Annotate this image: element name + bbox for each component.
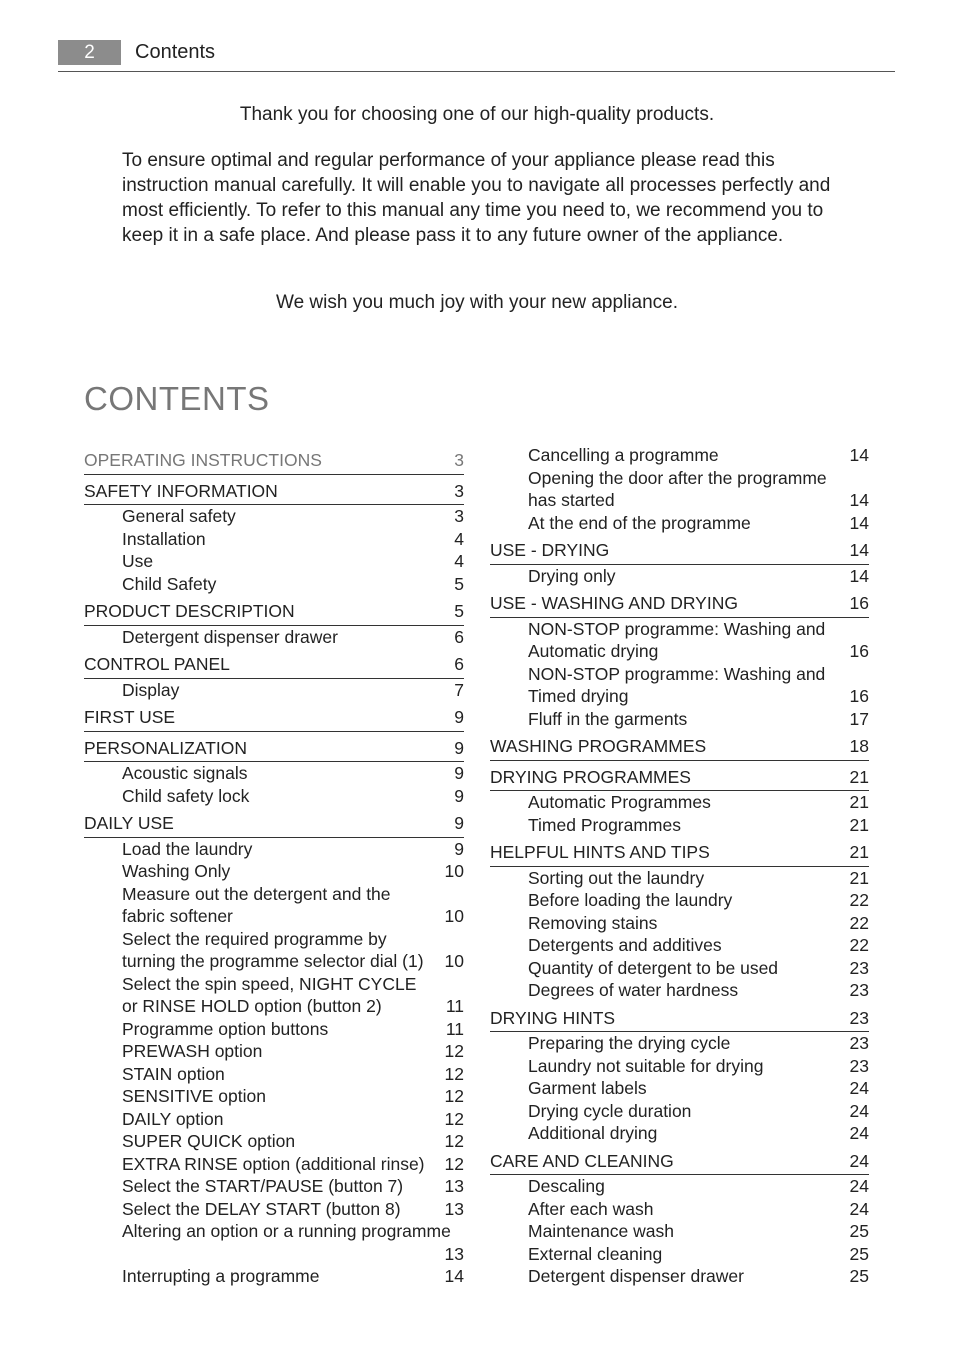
- toc-entry: [490, 618, 869, 663]
- toc-entry-page: 14: [849, 565, 869, 586]
- toc-section-heading: [84, 732, 464, 763]
- toc-entry: [84, 505, 464, 528]
- toc-entry-page: 16: [849, 686, 869, 706]
- toc-entry: [84, 928, 464, 973]
- toc-entry-page: 4: [454, 528, 464, 549]
- toc-entry-title: HELPFUL HINTS AND TIPS: [490, 842, 710, 862]
- toc-entry-title: Select the DELAY START (button 8): [122, 1198, 401, 1219]
- intro-paragraph: To ensure optimal and regular performance of your appliance please read this instruction manual carefully. It will enable you to navigate all processes perfectly and most efficiently. To refer to this manual any time you need to, we recommend you to keep it in a safe place. And please pass it to any future owner of the appliance.: [122, 150, 831, 246]
- toc-entry: [84, 1040, 464, 1063]
- toc-entry-title: PREWASH option: [122, 1041, 263, 1061]
- toc-section-heading: [490, 1002, 869, 1033]
- toc-entry-title: Select the required programme by turning the programme selector dial (1): [122, 928, 424, 971]
- toc-entry-title: CONTROL PANEL: [84, 654, 230, 674]
- toc-entry: [84, 573, 464, 596]
- toc-entry-page: 3: [454, 450, 464, 470]
- toc-entry: [84, 860, 464, 883]
- toc-entry-title: CARE AND CLEANING: [490, 1150, 674, 1171]
- toc-entry-title: SAFETY INFORMATION: [84, 480, 278, 501]
- toc-entry: [84, 1265, 464, 1288]
- toc-entry-title: DAILY option: [122, 1108, 224, 1129]
- toc-section-heading: [490, 534, 869, 565]
- toc-entry: [490, 444, 869, 467]
- toc-section-heading: [84, 475, 464, 506]
- toc-entry-title: Additional drying: [528, 1123, 658, 1143]
- toc-entry-page: 12: [444, 1108, 464, 1129]
- toc-entry-page: 14: [849, 512, 869, 533]
- toc-entry-title: Descaling: [528, 1176, 605, 1196]
- toc-entry-title: General safety: [122, 506, 236, 526]
- toc-entry-page: 22: [849, 935, 869, 955]
- toc-entry: [84, 883, 464, 928]
- toc-entry: [490, 867, 869, 890]
- toc-entry: [84, 1130, 464, 1153]
- toc-entry-title: DRYING PROGRAMMES: [490, 766, 691, 787]
- toc-entry: [490, 1198, 869, 1221]
- toc-entry-page: 18: [849, 736, 869, 756]
- toc-entry-title: Detergent dispenser drawer: [528, 1266, 744, 1286]
- toc-entry-page: 10: [444, 906, 464, 926]
- toc-section-heading: [84, 444, 464, 475]
- toc-entry-title: Child safety lock: [122, 785, 250, 806]
- toc-entry-title: Preparing the drying cycle: [528, 1033, 731, 1053]
- toc-entry-title: DAILY USE: [84, 813, 174, 833]
- toc-entry-title: STAIN option: [122, 1063, 225, 1084]
- toc-entry-title: Opening the door after the programme has started: [528, 467, 827, 510]
- toc-entry-title: Detergent dispenser drawer: [122, 626, 338, 647]
- toc-entry: [84, 1085, 464, 1108]
- toc-entry-title: Drying only: [528, 565, 616, 586]
- toc-entry-page: 25: [849, 1221, 869, 1241]
- toc-entry-title: Drying cycle duration: [528, 1100, 692, 1121]
- toc-section-heading: [84, 595, 464, 626]
- toc-entry-page: 9: [454, 737, 464, 758]
- toc-entry-title: Measure out the detergent and the fabric softener: [122, 883, 391, 926]
- toc-entry-title: Degrees of water hardness: [528, 980, 739, 1000]
- toc-entry: [490, 1220, 869, 1243]
- toc-entry-page: 5: [454, 601, 464, 621]
- toc-entry: [490, 889, 869, 912]
- toc-entry: [490, 1265, 869, 1288]
- toc-entry: [84, 785, 464, 808]
- toc-entry-title: OPERATING INSTRUCTIONS: [84, 450, 322, 470]
- toc-entry-page: 21: [849, 766, 869, 787]
- toc-entry-title: At the end of the programme: [528, 512, 751, 533]
- toc-entry-page: 10: [444, 951, 464, 971]
- toc-entry-page: 25: [849, 1243, 869, 1264]
- toc-entry-title: NON-STOP programme: Washing and Timed drying: [528, 663, 826, 706]
- toc-entry-title: Timed Programmes: [528, 814, 681, 835]
- toc-entry-page: 24: [849, 1078, 869, 1098]
- toc-entry-page: 3: [454, 506, 464, 526]
- toc-entry: [490, 1100, 869, 1123]
- toc-entry-title: Installation: [122, 528, 206, 549]
- toc-left-column: [84, 444, 464, 1288]
- toc-entry-page: 11: [445, 996, 464, 1016]
- toc-entry-page: 22: [849, 890, 869, 910]
- toc-entry-page: 24: [849, 1123, 869, 1143]
- toc-entry-page: 4: [454, 551, 464, 571]
- toc-section-heading: [490, 730, 869, 761]
- toc-entry: [84, 838, 464, 861]
- toc-section-heading: [84, 807, 464, 838]
- toc-entry-page: 21: [849, 867, 869, 888]
- toc-entry: [490, 1243, 869, 1266]
- toc-entry-title: Fluff in the garments: [528, 708, 688, 729]
- toc-entry-title: Cancelling a programme: [528, 445, 719, 465]
- toc-entry: [490, 912, 869, 935]
- toc-entry: [490, 791, 869, 814]
- toc-entry-page: 9: [454, 838, 464, 859]
- toc-entry-title: USE - WASHING AND DRYING: [490, 593, 738, 613]
- toc-entry-page: 22: [849, 912, 869, 933]
- toc-entry-page: 14: [849, 490, 869, 510]
- toc-entry: [84, 550, 464, 573]
- wish-text: We wish you much joy with your new appliance.: [275, 292, 678, 313]
- toc-entry-title: Detergents and additives: [528, 935, 722, 955]
- toc-entry: [84, 973, 464, 1018]
- toc-entry-page: 14: [849, 445, 869, 465]
- toc-entry-page: 12: [444, 1131, 464, 1151]
- toc-section-heading: [490, 761, 869, 792]
- toc-entry-page: 23: [849, 1033, 869, 1053]
- toc-entry: [490, 957, 869, 980]
- toc-entry-title: Laundry not suitable for drying: [528, 1055, 764, 1076]
- toc-entry-page: 9: [454, 763, 464, 783]
- toc-entry: [84, 626, 464, 649]
- toc-entry: [490, 1122, 869, 1145]
- toc-entry: [490, 934, 869, 957]
- toc-entry: [490, 1077, 869, 1100]
- toc-entry: [84, 1018, 464, 1041]
- toc-entry-page: 16: [849, 593, 869, 613]
- toc-entry-title: After each wash: [528, 1198, 654, 1219]
- toc-entry-page: 9: [454, 813, 464, 833]
- toc-entry: [84, 1198, 464, 1221]
- toc-entry-title: Quantity of detergent to be used: [528, 957, 779, 978]
- toc-section-heading: [490, 587, 869, 618]
- toc-entry-title: NON-STOP programme: Washing and Automatic drying: [528, 618, 826, 661]
- toc-entry-title: PRODUCT DESCRIPTION: [84, 601, 295, 621]
- header-title: Contents: [135, 41, 216, 63]
- toc-entry-page: 12: [444, 1063, 464, 1084]
- toc-section-heading: [84, 648, 464, 679]
- toc-entry-title: USE - DRYING: [490, 540, 610, 560]
- toc-section-heading: [490, 836, 869, 867]
- toc-entry: [490, 979, 869, 1002]
- toc-entry-title: Display: [122, 679, 180, 700]
- toc-entry-page: 9: [454, 785, 464, 806]
- contents-title: CONTENTS: [84, 380, 270, 417]
- toc-entry-page: 21: [849, 792, 869, 812]
- toc-entry-title: Acoustic signals: [122, 763, 248, 783]
- toc-entry-title: Garment labels: [528, 1078, 647, 1098]
- toc-entry-page: 23: [849, 1007, 869, 1028]
- toc-entry-title: EXTRA RINSE option (additional rinse): [122, 1153, 425, 1174]
- toc-entry-title: Use: [122, 551, 154, 571]
- toc-entry-page: 24: [849, 1198, 869, 1219]
- toc-entry-page: 23: [849, 957, 869, 978]
- toc-entry-page: 13: [444, 1198, 464, 1219]
- toc-entry-title: Load the laundry: [122, 838, 253, 859]
- toc-entry-page: 24: [849, 1176, 869, 1196]
- toc-entry-title: Child Safety: [122, 573, 217, 594]
- toc-entry-title: Interrupting a programme: [122, 1266, 320, 1286]
- toc-entry: [84, 1153, 464, 1176]
- toc-entry-page: 5: [454, 573, 464, 594]
- toc-entry-page: 9: [454, 707, 464, 727]
- toc-entry-page: 21: [849, 814, 869, 835]
- toc-entry-title: SENSITIVE option: [122, 1086, 266, 1106]
- toc-entry-page: 23: [849, 980, 869, 1000]
- toc-entry-title: Maintenance wash: [528, 1221, 674, 1241]
- toc-entry: [84, 1108, 464, 1131]
- toc-entry-title: Before loading the laundry: [528, 890, 733, 910]
- thanks-text: Thank you for choosing one of our high-quality products.: [239, 104, 715, 125]
- toc-entry-page: 14: [849, 540, 869, 560]
- toc-entry-page: 6: [454, 626, 464, 647]
- toc-entry-page: 14: [444, 1266, 464, 1286]
- toc-entry-title: SUPER QUICK option: [122, 1131, 296, 1151]
- toc-entry: [84, 1175, 464, 1198]
- toc-entry: [84, 1220, 464, 1265]
- page-number: 2: [58, 40, 121, 65]
- toc-entry-title: PERSONALIZATION: [84, 737, 248, 758]
- toc-right-column: [490, 444, 869, 1288]
- toc-entry: [490, 1055, 869, 1078]
- toc-entry: [84, 762, 464, 785]
- toc-entry-page: 10: [444, 861, 464, 881]
- toc-entry: [490, 814, 869, 837]
- toc-entry: [490, 1032, 869, 1055]
- toc-entry-page: 3: [454, 480, 464, 501]
- toc-entry-page: 7: [454, 679, 464, 700]
- toc-section-heading: [490, 1145, 869, 1176]
- toc-entry-page: 12: [444, 1086, 464, 1106]
- toc-entry-title: Select the spin speed, NIGHT CYCLE or RINSE HOLD option (button 2): [122, 973, 417, 1016]
- toc-entry-title: Automatic Programmes: [528, 792, 711, 812]
- toc-entry-page: 21: [849, 842, 869, 862]
- toc-entry-title: Programme option buttons: [122, 1018, 329, 1039]
- toc-entry: [490, 512, 869, 535]
- toc-entry-page: 17: [849, 708, 869, 729]
- toc-entry: [84, 528, 464, 551]
- toc-entry-title: Select the START/PAUSE (button 7): [122, 1176, 404, 1196]
- toc-entry-page: 24: [849, 1100, 869, 1121]
- toc-entry: [490, 565, 869, 588]
- toc-entry-title: Washing Only: [122, 861, 231, 881]
- toc-entry-page: 23: [849, 1055, 869, 1076]
- toc-entry-title: External cleaning: [528, 1243, 663, 1264]
- toc-entry-title: Removing stains: [528, 912, 658, 933]
- toc-entry-title: Sorting out the laundry: [528, 867, 705, 888]
- toc-entry: [490, 1175, 869, 1198]
- toc-entry-title: DRYING HINTS: [490, 1007, 616, 1028]
- toc-entry-title: WASHING PROGRAMMES: [490, 736, 707, 756]
- toc-entry-page: 25: [849, 1266, 869, 1286]
- page-header: [58, 40, 895, 72]
- toc-entry: [84, 1063, 464, 1086]
- toc-entry-page: 13: [444, 1176, 464, 1196]
- toc-entry-page: 11: [445, 1018, 464, 1039]
- toc-entry-title: FIRST USE: [84, 707, 176, 727]
- toc-entry: [490, 467, 869, 512]
- toc-entry: [490, 663, 869, 708]
- toc-entry-page: 12: [444, 1153, 464, 1174]
- toc-entry-page: 13: [444, 1243, 464, 1264]
- toc-entry-page: 24: [849, 1150, 869, 1171]
- toc-section-heading: [84, 701, 464, 732]
- toc-entry-page: 16: [849, 641, 869, 661]
- toc-entry-page: 6: [454, 654, 464, 674]
- toc-entry-title: Altering an option or a running programme: [122, 1221, 451, 1241]
- toc-entry-page: 12: [444, 1041, 464, 1061]
- toc-entry: [490, 708, 869, 731]
- toc-entry: [84, 679, 464, 702]
